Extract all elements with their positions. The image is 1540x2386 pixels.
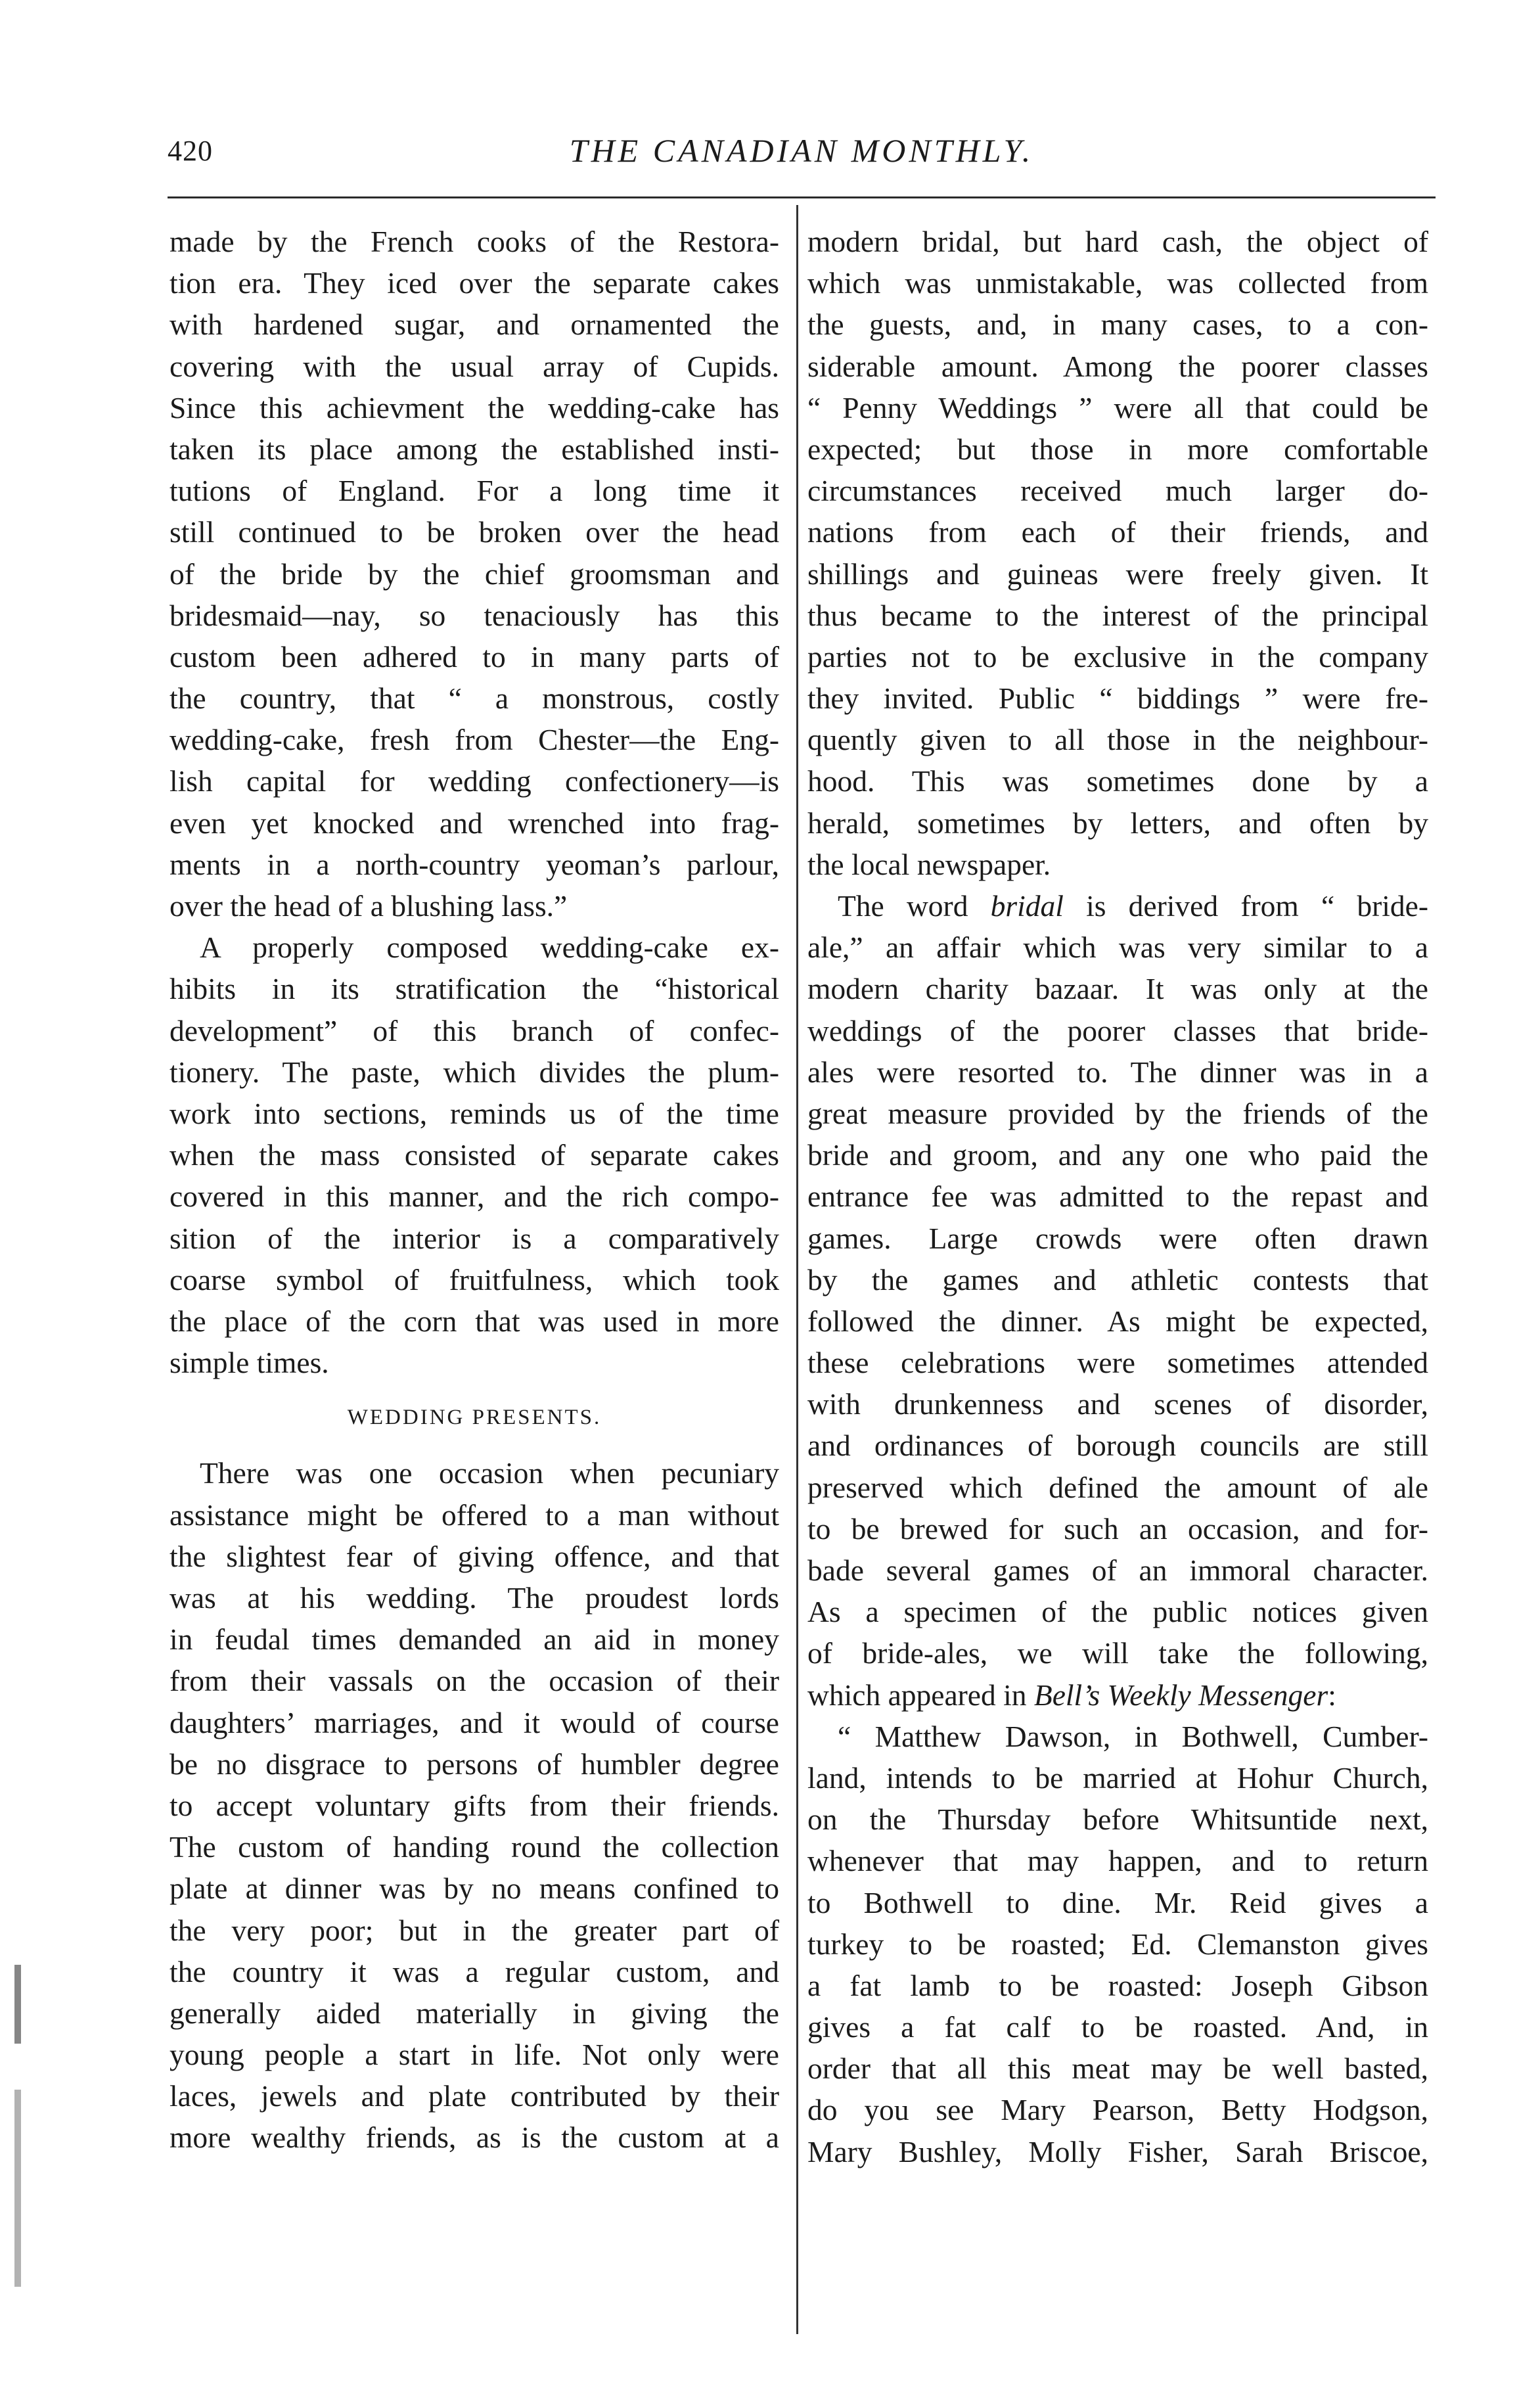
page-number: 420 <box>168 135 213 167</box>
text-line: weddings of the poorer classes that bride- <box>807 1013 1428 1047</box>
scan-edge-mark <box>14 2090 21 2287</box>
text-line: from their vassals on the occasion of their <box>170 1664 779 1698</box>
paragraph <box>170 1452 779 2158</box>
text-line: parties not to be exclusive in the company <box>807 639 1428 674</box>
text-line: ale,” an affair which was very similar to a <box>807 930 1428 965</box>
text-line: covering with the usual array of Cupids. <box>170 349 779 383</box>
text-line: of bride-ales, we will take the following, <box>807 1636 1428 1670</box>
text-line: the guests, and, in many cases, to a con- <box>807 308 1428 342</box>
text-line: a fat lamb to be roasted: Joseph Gibson <box>807 1968 1428 2002</box>
text-line: gives a fat calf to be roasted. And, in <box>807 2010 1428 2044</box>
text-line: shillings and guineas were freely given. It <box>807 557 1428 591</box>
text-line: quently given to all those in the neighbour- <box>807 723 1428 757</box>
paragraph <box>807 927 1428 1674</box>
text-line: turkey to be roasted; Ed. Clemanston gives <box>807 1927 1428 1961</box>
text-line: still continued to be broken over the head <box>170 515 779 549</box>
text-line: land, intends to be married at Hohur Church, <box>807 1760 1428 1795</box>
page-header <box>168 125 1436 177</box>
text-line: ments in a north-country yeoman’s parlour, <box>170 847 779 881</box>
text-line: As a specimen of the public notices given <box>807 1595 1428 1629</box>
text-line: work into sections, reminds us of the time <box>170 1096 779 1130</box>
text-line <box>807 1674 1428 1716</box>
text-line: which was unmistakable, was collected from <box>807 266 1428 300</box>
text-line: hood. This was sometimes done by a <box>807 764 1428 798</box>
text-line: wedding-cake, fresh from Chester—the Eng- <box>170 723 779 757</box>
paragraph <box>170 221 779 927</box>
italic-run: Bell’s Weekly Messenger <box>1033 1678 1328 1712</box>
text-line: young people a start in life. Not only were <box>170 2038 779 2072</box>
text-line: tion era. They iced over the separate cakes <box>170 266 779 300</box>
spacer <box>170 1438 779 1452</box>
text-line: whenever that may happen, and to return <box>807 1844 1428 1878</box>
text-line: more wealthy friends, as is the custom at a <box>170 2121 779 2155</box>
text-line: herald, sometimes by letters, and often by <box>807 806 1428 840</box>
text-line: to Bothwell to dine. Mr. Reid gives a <box>807 1885 1428 1919</box>
text-line: hibits in its stratification the “historical <box>170 972 779 1006</box>
text-line: tionery. The paste, which divides the plum- <box>170 1055 779 1089</box>
column-divider <box>796 205 798 2334</box>
text-line: do you see Mary Pearson, Betty Hodgson, <box>807 2093 1428 2127</box>
text-line: of the bride by the chief groomsman and <box>170 557 779 591</box>
text-line: the country, that “ a monstrous, costly <box>170 681 779 716</box>
text-line: preserved which defined the amount of ale <box>807 1470 1428 1504</box>
text-line: custom been adhered to in many parts of <box>170 639 779 674</box>
text-line: to be brewed for such an occasion, and for- <box>807 1511 1428 1546</box>
text-line: covered in this manner, and the rich compo- <box>170 1180 779 1214</box>
text-line: Mary Bushley, Molly Fisher, Sarah Briscoe, <box>807 2134 1428 2168</box>
text-line: thus became to the interest of the principal <box>807 598 1428 632</box>
text-line: these celebrations were sometimes attended <box>807 1346 1428 1380</box>
text-line: be no disgrace to persons of humbler degree <box>170 1747 779 1781</box>
text-line: followed the dinner. As might be expected, <box>807 1304 1428 1338</box>
section-heading: WEDDING PRESENTS. <box>347 1406 602 1430</box>
text-line: simple times. <box>170 1346 329 1380</box>
text-line: they invited. Public “ biddings ” were fre- <box>807 681 1428 716</box>
text-line: A properly composed wedding-cake ex- <box>200 930 779 965</box>
text-line: There was one occasion when pecuniary <box>200 1456 779 1490</box>
text-line: by the games and athletic contests that <box>807 1262 1428 1296</box>
scan-edge-mark <box>14 1965 21 2044</box>
text-line: siderable amount. Among the poorer classes <box>807 349 1428 383</box>
text-line: tutions of England. For a long time it <box>170 474 779 508</box>
text-line: the place of the corn that was used in more <box>170 1304 779 1338</box>
text-line <box>807 885 1428 927</box>
paragraph <box>807 221 1428 885</box>
text-line: The custom of handing round the collection <box>170 1830 779 1864</box>
running-title: THE CANADIAN MONTHLY. <box>569 132 1034 169</box>
text-line: expected; but those in more comfortable <box>807 432 1428 466</box>
text-line: daughters’ marriages, and it would of course <box>170 1705 779 1739</box>
text-line: modern charity bazaar. It was only at the <box>807 972 1428 1006</box>
text-run: The word <box>838 889 991 923</box>
text-line: “ Penny Weddings ” were all that could be <box>807 390 1428 424</box>
text-run: is derived from “ bride- <box>1063 889 1429 923</box>
left-column <box>170 221 779 2159</box>
text-line: laces, jewels and plate contributed by their <box>170 2079 779 2113</box>
text-line: great measure provided by the friends of the <box>807 1096 1428 1130</box>
text-line: the country it was a regular custom, and <box>170 1954 779 1988</box>
text-line: lish capital for wedding confectionery—is <box>170 764 779 798</box>
text-line: over the head of a blushing lass.” <box>170 889 568 923</box>
text-line: even yet knocked and wrenched into frag- <box>170 806 779 840</box>
text-line: circumstances received much larger do- <box>807 474 1428 508</box>
spacer <box>170 1383 779 1397</box>
text-line: Since this achievment the wedding-cake has <box>170 390 779 424</box>
text-line: assistance might be offered to a man without <box>170 1498 779 1532</box>
paragraph <box>170 927 779 1383</box>
paragraph <box>807 1716 1428 2172</box>
text-line: made by the French cooks of the Restora- <box>170 225 779 258</box>
text-line: modern bridal, but hard cash, the object of <box>807 225 1428 258</box>
text-line: the local newspaper. <box>807 847 1051 881</box>
text-line: the very poor; but in the greater part of <box>170 1913 779 1947</box>
text-line: “ Matthew Dawson, in Bothwell, Cumber- <box>838 1719 1428 1753</box>
text-line: development” of this branch of confec- <box>170 1013 779 1047</box>
text-line: bade several games of an immoral character. <box>807 1553 1428 1587</box>
text-line: generally aided materially in giving the <box>170 1996 779 2030</box>
text-line: on the Thursday before Whitsuntide next, <box>807 1802 1428 1837</box>
header-rule <box>168 196 1436 198</box>
text-run: which appeared in <box>807 1678 1034 1712</box>
text-line: the slightest fear of giving offence, and that <box>170 1539 779 1573</box>
text-line: plate at dinner was by no means confined to <box>170 1871 779 1906</box>
text-line: to accept voluntary gifts from their friends. <box>170 1788 779 1822</box>
text-line: coarse symbol of fruitfulness, which took <box>170 1262 779 1296</box>
text-line: order that all this meat may be well basted, <box>807 2052 1428 2086</box>
text-line: and ordinances of borough councils are still <box>807 1429 1428 1463</box>
text-line: games. Large crowds were often drawn <box>807 1221 1428 1255</box>
text-line: ales were resorted to. The dinner was in a <box>807 1055 1428 1089</box>
text-line: entrance fee was admitted to the repast and <box>807 1180 1428 1214</box>
text-run: : <box>1328 1678 1336 1712</box>
text-line: bride and groom, and any one who paid the <box>807 1138 1428 1172</box>
text-line: bridesmaid—nay, so tenaciously has this <box>170 598 779 632</box>
text-line: in feudal times demanded an aid in money <box>170 1622 779 1657</box>
text-line: nations from each of their friends, and <box>807 515 1428 549</box>
text-line: taken its place among the established insti- <box>170 432 779 466</box>
text-line: was at his wedding. The proudest lords <box>170 1581 779 1615</box>
text-line: sition of the interior is a comparatively <box>170 1221 779 1255</box>
text-line: with drunkenness and scenes of disorder, <box>807 1387 1428 1421</box>
italic-run: bridal <box>990 889 1064 923</box>
text-line: when the mass consisted of separate cakes <box>170 1138 779 1172</box>
right-column <box>807 221 1428 2172</box>
text-line: with hardened sugar, and ornamented the <box>170 308 779 342</box>
